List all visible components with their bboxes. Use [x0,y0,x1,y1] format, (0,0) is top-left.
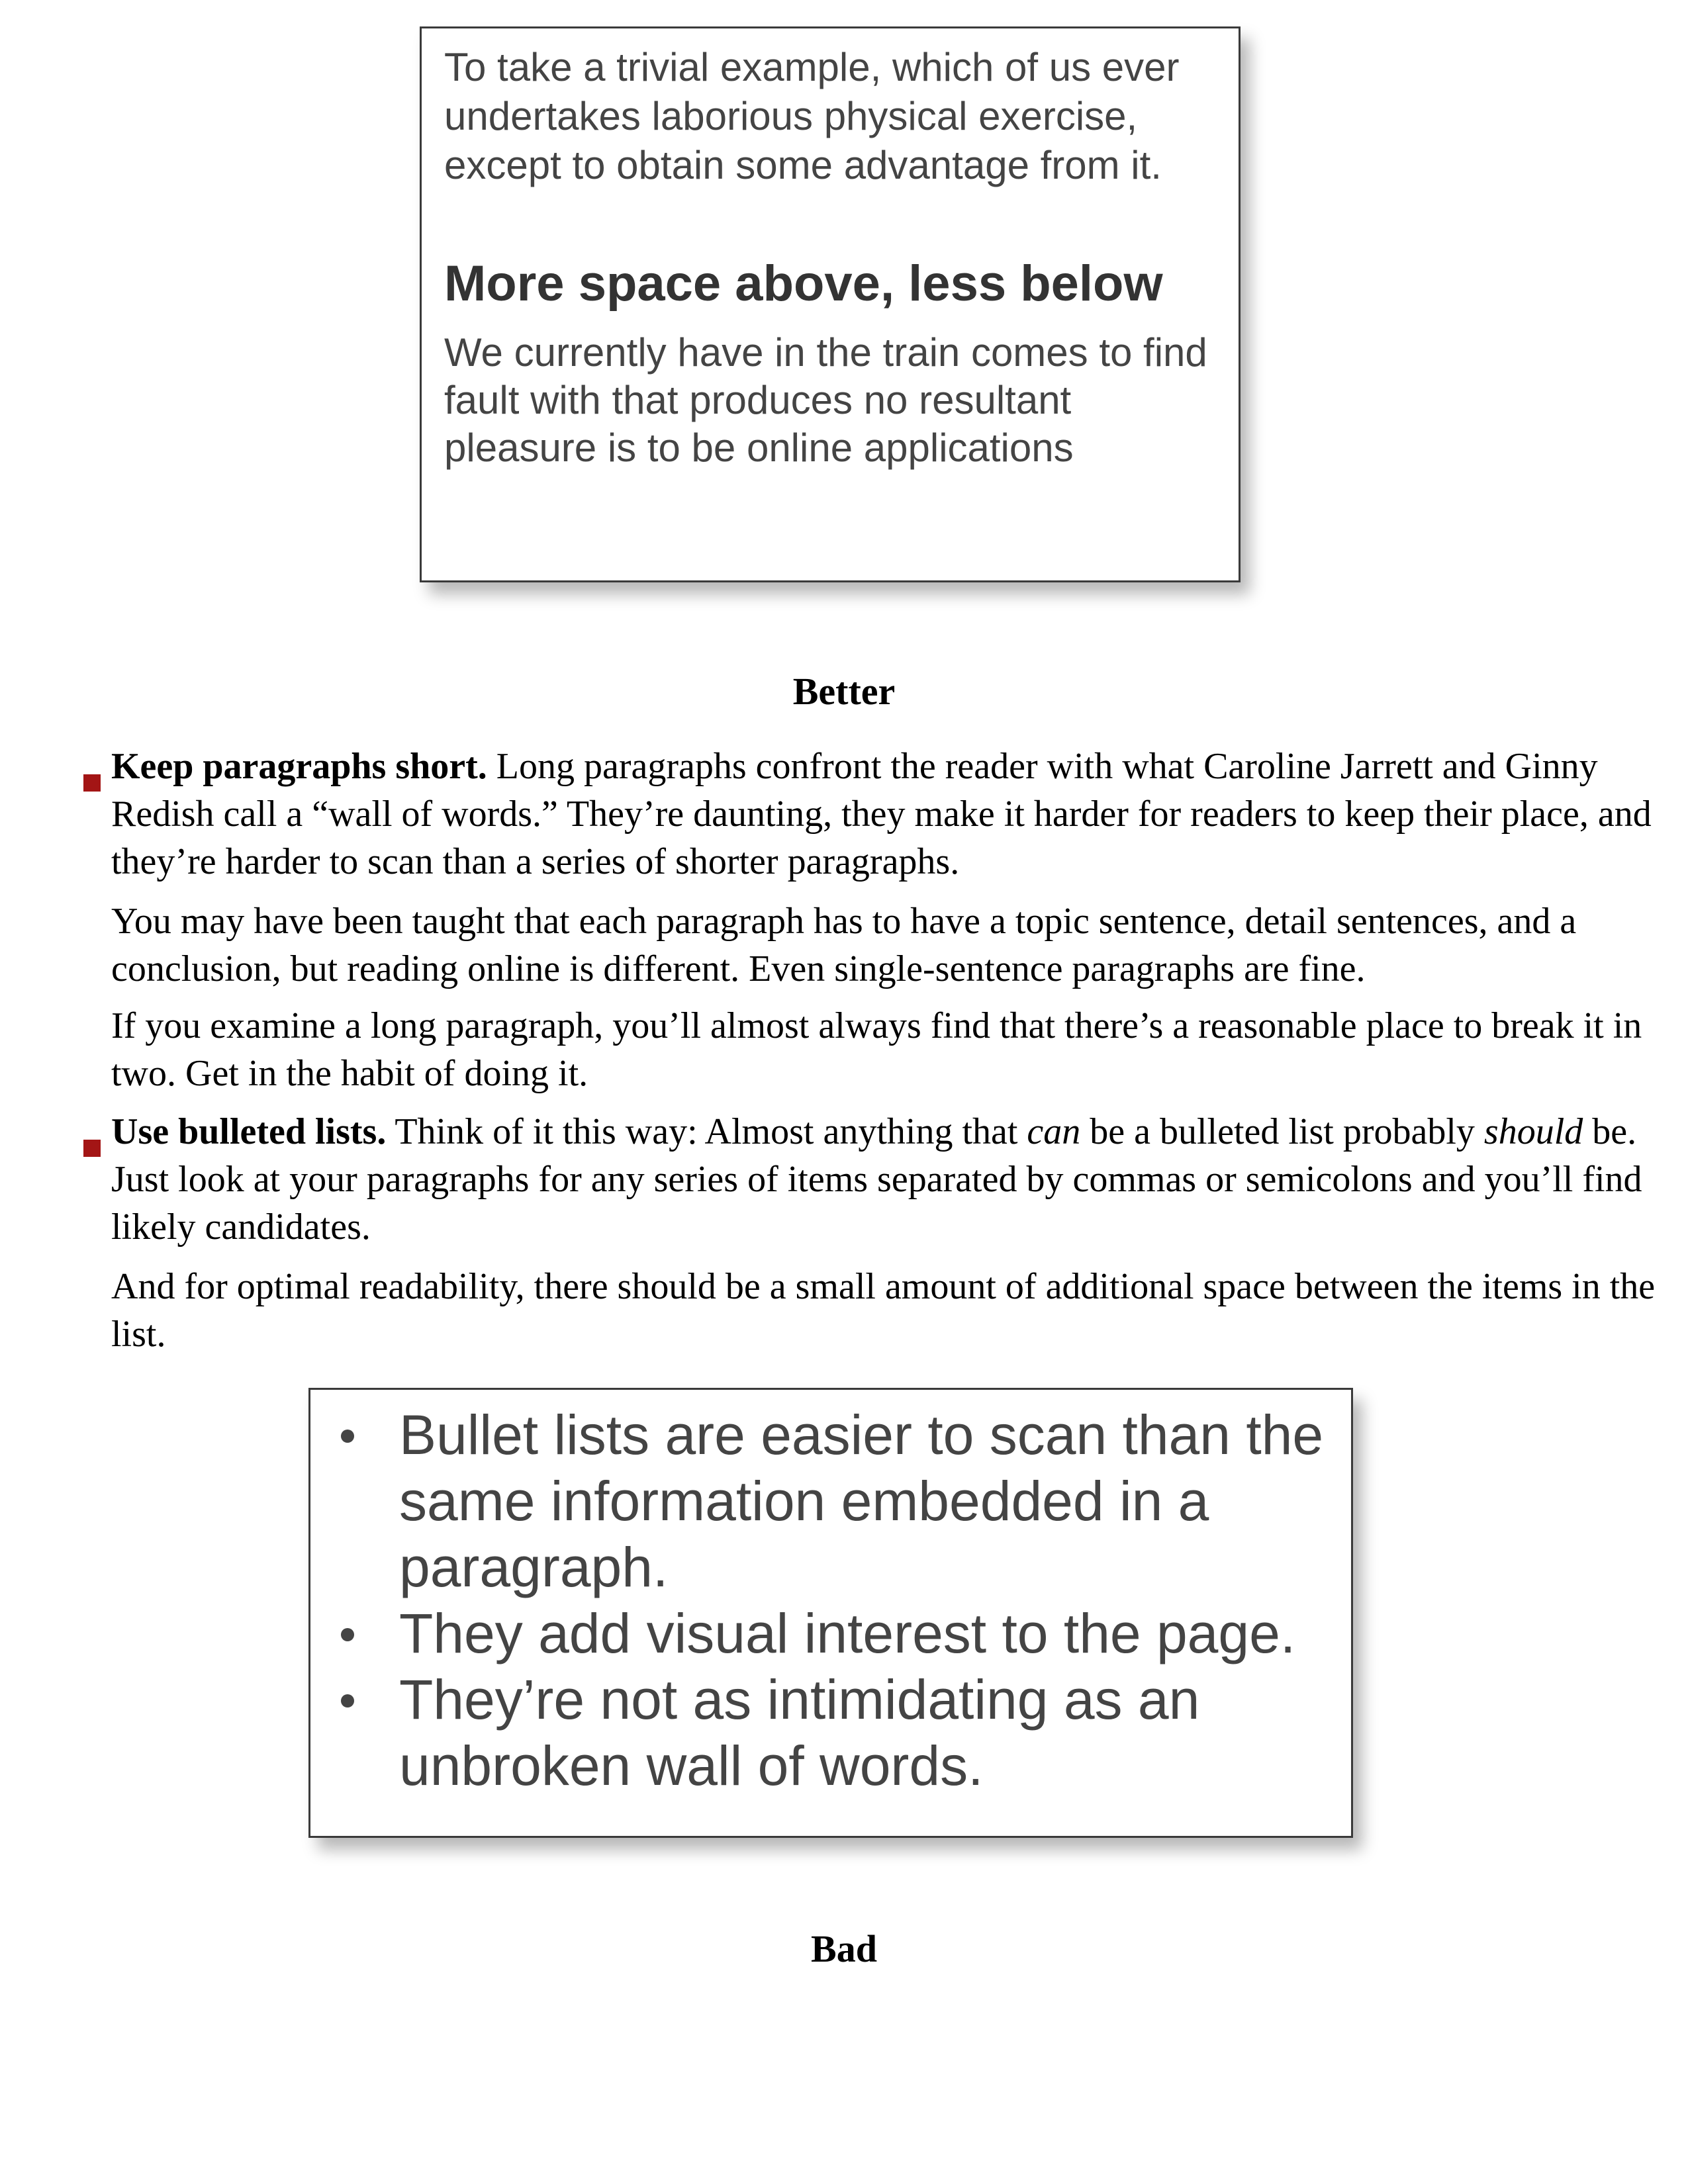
bullet-dot-icon [341,1628,354,1641]
bullet-dot-icon [341,1430,354,1443]
bad-example-screenshot [308,1388,1353,1838]
list-item-text: They’re not as intimidating as an unbroken wall of words. [399,1668,1200,1797]
keep-paragraphs-short-text: Long paragraphs confront the reader with what Caroline Jarrett and Ginny Redish call a “wall of words.” They’re daunting, they make it harder for readers to keep their place, and they’re harder to scan than a series of shorter paragraphs. [111,746,1652,882]
example-paragraph-2: We currently have in the train comes to find fault with that produces no resultant pleasure is to be online applications [444,330,1207,470]
bullet-dot-icon [341,1694,354,1707]
bulleted-lists-text-b: be a bulleted list probably [1080,1111,1484,1152]
optimal-readability-paragraph: And for optimal readability, there should be a small amount of additional space between the items in the list. [111,1266,1656,1355]
break-paragraph-paragraph: If you examine a long paragraph, you’ll almost always find that there’s a reasonable place to break it in two. Get in the habit of doing it. [111,1005,1642,1094]
use-bulleted-lists-lead: Use bulleted lists. [111,1111,387,1152]
emphasis-should: should [1483,1111,1583,1152]
bullet-square-icon [83,1140,101,1157]
example-bullet-list [329,1402,1331,1799]
list-item-text: Bullet lists are easier to scan than the same information embedded in a paragraph. [399,1404,1324,1598]
keep-paragraphs-short-paragraph [111,743,1660,886]
caption-better: Better [792,670,896,713]
caption-bad: Bad [811,1927,877,1970]
bullet-square-icon [83,774,101,792]
list-item [329,1402,1331,1600]
emphasis-can: can [1027,1111,1081,1152]
list-item [329,1600,1331,1666]
better-example-screenshot [420,26,1241,582]
topic-sentence-paragraph: You may have been taught that each paragraph has to have a topic sentence, detail sentences, and a conclusion, but reading online is different. Even single-sentence paragraphs are fine. [111,901,1577,989]
list-item [329,1666,1331,1799]
example-paragraph: To take a trivial example, which of us ever undertakes laborious physical exercise, except to obtain some advantage from it. [444,45,1180,187]
bulleted-lists-text-a: Think of it this way: Almost anything that [386,1111,1027,1152]
bulleted-lists-text-c: be. Just look at your paragraphs for any series of items separated by commas or semicolons and you’ll find likely candidates. [111,1111,1642,1248]
example-heading: More space above, less below [444,255,1163,312]
keep-paragraphs-short-lead: Keep paragraphs short. [111,746,487,787]
use-bulleted-lists-paragraph [111,1108,1660,1251]
list-item-text: They add visual interest to the page. [399,1602,1296,1664]
